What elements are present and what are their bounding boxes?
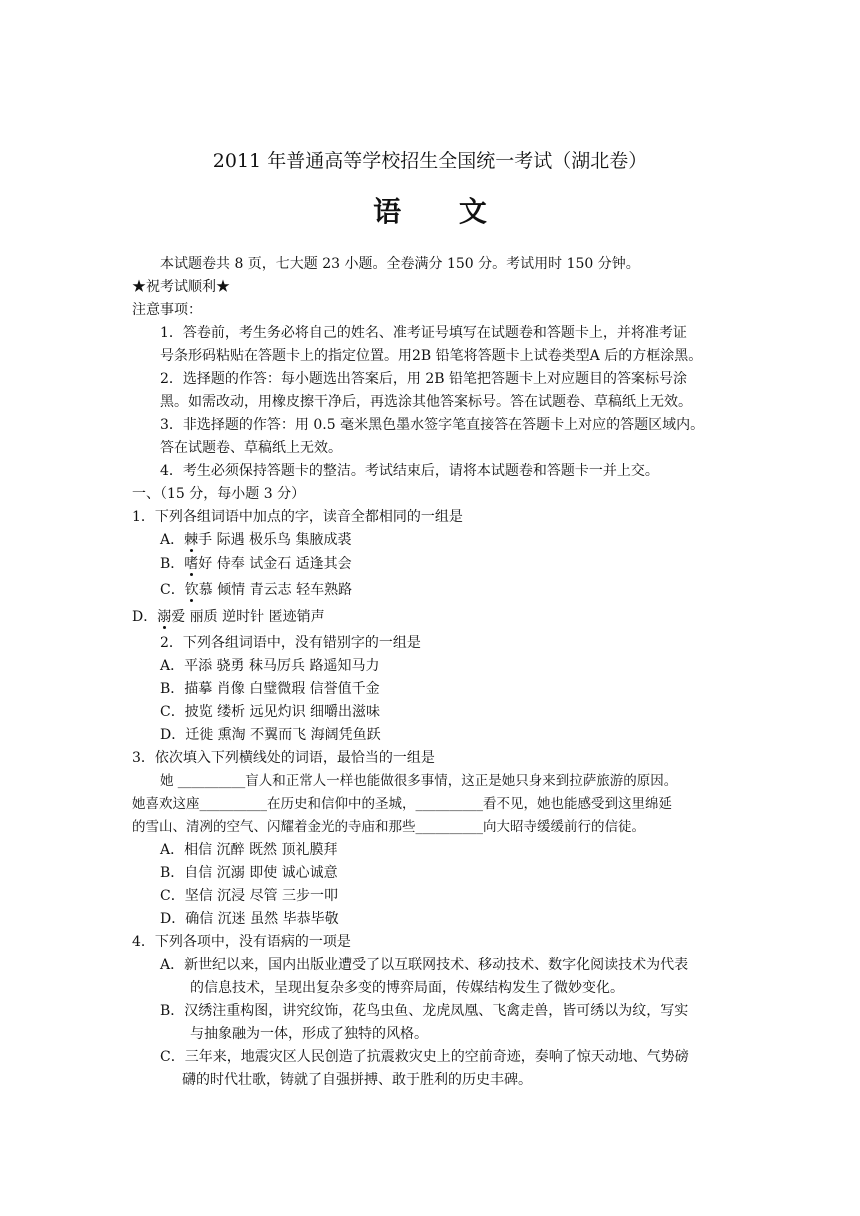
q2-option-c: C．披览 缕析 远见灼识 细嚼出滋味 [160,704,381,720]
note-2-line-1: 2．选择题的作答：每小题选出答案后，用 2B 铅笔把答题卡上对应题目的答案标号涂 [160,371,688,387]
subject-title: 语 文 [373,195,511,228]
q3-passage-line-3: 的雪山、清冽的空气、闪耀着金光的寺庙和那些__________向大昭寺缓缓前行的信徒。 [132,819,645,835]
q4-option-c-line-2: 礴的时代壮歌，铸就了自强拼搏、敢于胜利的历史丰碑。 [182,1072,532,1088]
note-4-line-1: 4．考生必须保持答题卡的整洁。考试结束后，请将本试题卷和答题卡一并上交。 [160,463,659,479]
note-3-line-1: 3．非选择题的作答：用 0.5 毫米黑色墨水签字笔直接答在答题卡上对应的答题区域内。 [160,417,705,433]
q1-option-b [160,554,352,574]
exam-summary: 本试题卷共 8 页，七大题 23 小题。全卷满分 150 分。考试用时 150 分钟。 [160,256,640,272]
exam-wish: ★祝考试顺利★ [132,279,230,295]
q1-stem: 1．下列各组词语中加点的字，读音全都相同的一组是 [132,509,463,525]
q2-option-d: D．迁徙 熏淘 不翼而飞 海阔凭鱼跃 [160,727,381,743]
option-text: 慕 倾情 青云志 轻车熟路 [198,582,353,598]
q4-option-b-line-2: 与抽象融为一体，形成了独特的风格。 [190,1026,428,1042]
q4-stem: 4．下列各项中，没有语病的一项是 [132,934,351,950]
option-label: A． [160,532,185,548]
option-label: D． [132,609,158,625]
q2-option-a: A．平添 骁勇 秣马厉兵 路遥知马力 [160,658,380,674]
note-2-line-2: 黑。如需改动，用橡皮擦干净后，再选涂其他答案标号。答在试题卷、草稿纸上无效。 [160,394,692,410]
note-1-line-1: 1．答卷前，考生务必将自己的姓名、准考证号填写在试题卷和答题卡上，并将准考证 [160,325,687,341]
q3-option-d: D．确信 沉迷 虽然 毕恭毕敬 [160,911,339,927]
notes-heading: 注意事项： [132,302,202,318]
dotted-char: 钦 [184,582,199,598]
option-label: B． [160,556,185,572]
q3-option-b: B．自信 沉溺 即使 诚心诚意 [160,865,338,881]
q4-option-c-line-1: C．三年来，地震灾区人民创造了抗震救灾史上的空前奇迹，奏响了惊天动地、气势磅 [160,1049,689,1065]
exam-title: 2011 年普通高等学校招生全国统一考试（湖北卷） [212,150,648,172]
q3-passage-line-1: 她 __________盲人和正常人一样也能做很多事情，这正是她只身来到拉萨旅游的原因。 [160,773,678,789]
q3-option-c: C．坚信 沉浸 尽管 三步一叩 [160,888,339,904]
q2-option-b: B．描摹 肖像 白璧微瑕 信誉值千金 [160,681,380,697]
dotted-char: 溺 [157,609,172,625]
dotted-char: 棘 [184,532,199,548]
note-1-line-2: 号条形码粘贴在答题卡上的指定位置。用2B 铅笔将答题卡上试卷类型A 后的方框涂黑。 [160,348,703,364]
q2-stem: 2．下列各组词语中，没有错别字的一组是 [160,635,421,651]
q3-stem: 3．依次填入下列横线处的词语，最恰当的一组是 [132,750,435,766]
dotted-char: 嗜 [184,556,199,572]
q3-passage-line-2: 她喜欢这座__________在历史和信仰中的圣城，__________看不见，她也能感受到这里绵延 [132,796,672,812]
q4-option-a-line-2: 的信息技术，呈现出复杂多变的博弈局面，传媒结构发生了微妙变化。 [190,980,624,996]
q1-option-c [160,580,352,600]
option-text: 好 侍奉 试金石 适逢其会 [198,556,352,572]
option-label: C． [160,582,185,598]
q4-option-b-line-1: B．汉绣注重构图，讲究纹饰，花鸟虫鱼、龙虎凤凰、飞禽走兽，皆可绣以为纹，写实 [160,1003,689,1019]
q1-option-d [132,607,325,627]
q3-option-a: A．相信 沉醉 既然 顶礼膜拜 [160,842,338,858]
note-3-line-2: 答在试题卷、草稿纸上无效。 [160,440,342,456]
section-1-heading: 一、（15 分，每小题 3 分） [132,486,306,502]
option-text: 爱 丽质 逆时针 匿迹销声 [171,609,325,625]
q4-option-a-line-1: A．新世纪以来，国内出版业遭受了以互联网技术、移动技术、数字化阅读技术为代表 [160,957,689,973]
q1-option-a [160,530,351,550]
option-text: 手 际遇 极乐鸟 集腋成裘 [198,532,352,548]
